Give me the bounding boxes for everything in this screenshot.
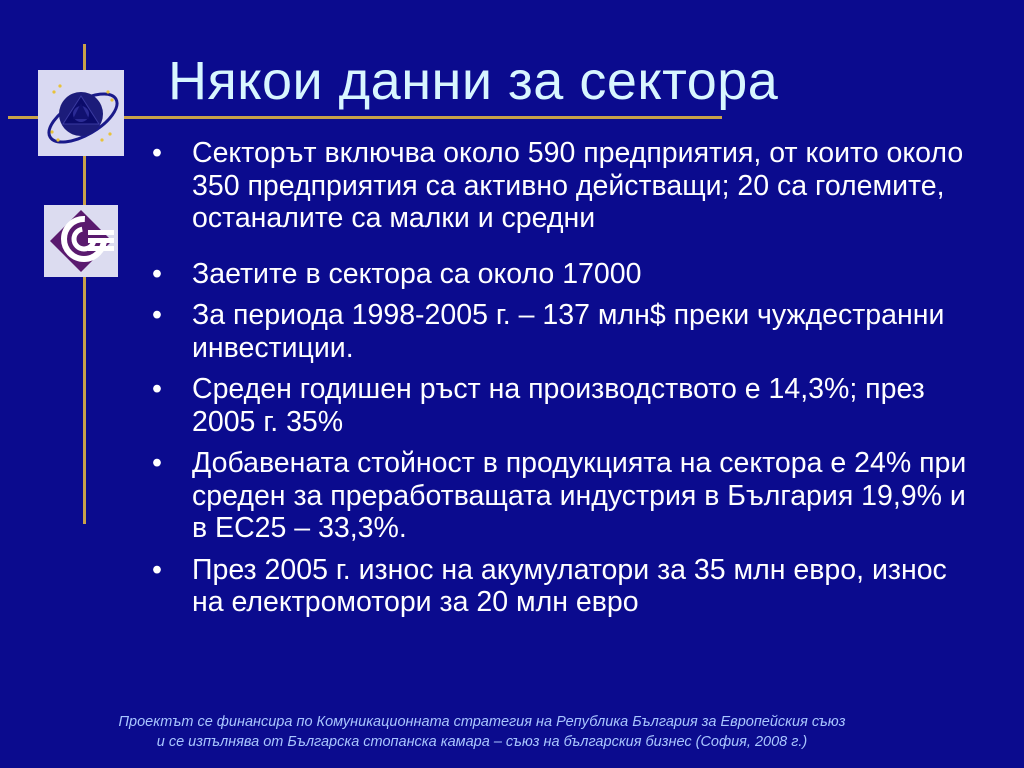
bullet-item xyxy=(150,258,980,291)
bullet-marker: • xyxy=(152,447,162,479)
bullet-marker: • xyxy=(152,257,162,290)
bullet-item xyxy=(150,137,980,235)
bullet-text: През 2005 г. износ на акумулатори за 35 млн евро, износ на електромотори за 20 млн евро xyxy=(192,553,947,618)
bullet-item xyxy=(150,447,980,545)
bullet-text: Секторът включва около 590 предприятия, от които около 350 предприятия са активно действащи; 20 са големите, останалите са малки и средни xyxy=(192,137,964,234)
bullet-marker: • xyxy=(152,137,162,169)
bullet-item xyxy=(150,373,980,438)
footer-note xyxy=(0,712,964,752)
bullet-text: За периода 1998-2005 г. – 137 млн$ преки чуждестранни инвестиции. xyxy=(192,299,945,364)
eu-strategy-logo-icon xyxy=(38,70,124,156)
footer-line-2: и се изпълнява от Българска стопанска камара – съюз на българския бизнес (София, 2008 г.) xyxy=(156,734,808,750)
bullet-marker: • xyxy=(152,553,162,586)
bullet-item xyxy=(150,299,980,364)
bcci-chamber-logo-icon xyxy=(44,205,118,277)
bullet-list xyxy=(150,137,980,628)
bullet-text: Среден годишен ръст на производството е 14,3%; през 2005 г. 35% xyxy=(192,373,925,438)
footer-line-1: Проектът се финансира по Комуникационната стратегия на Република България за Европейския съюз xyxy=(118,714,846,730)
bullet-item xyxy=(150,554,980,619)
slide-title: Някои данни за сектора xyxy=(168,51,779,111)
bullet-text: Добавената стойност в продукцията на сектора е 24% при среден за преработващата индустрия в България 19,9% и в ЕС25 – 33,3%. xyxy=(192,447,967,544)
bullet-marker: • xyxy=(152,373,162,405)
bullet-marker: • xyxy=(152,299,162,331)
bullet-text: Заетите в сектора са около 17000 xyxy=(192,257,642,290)
